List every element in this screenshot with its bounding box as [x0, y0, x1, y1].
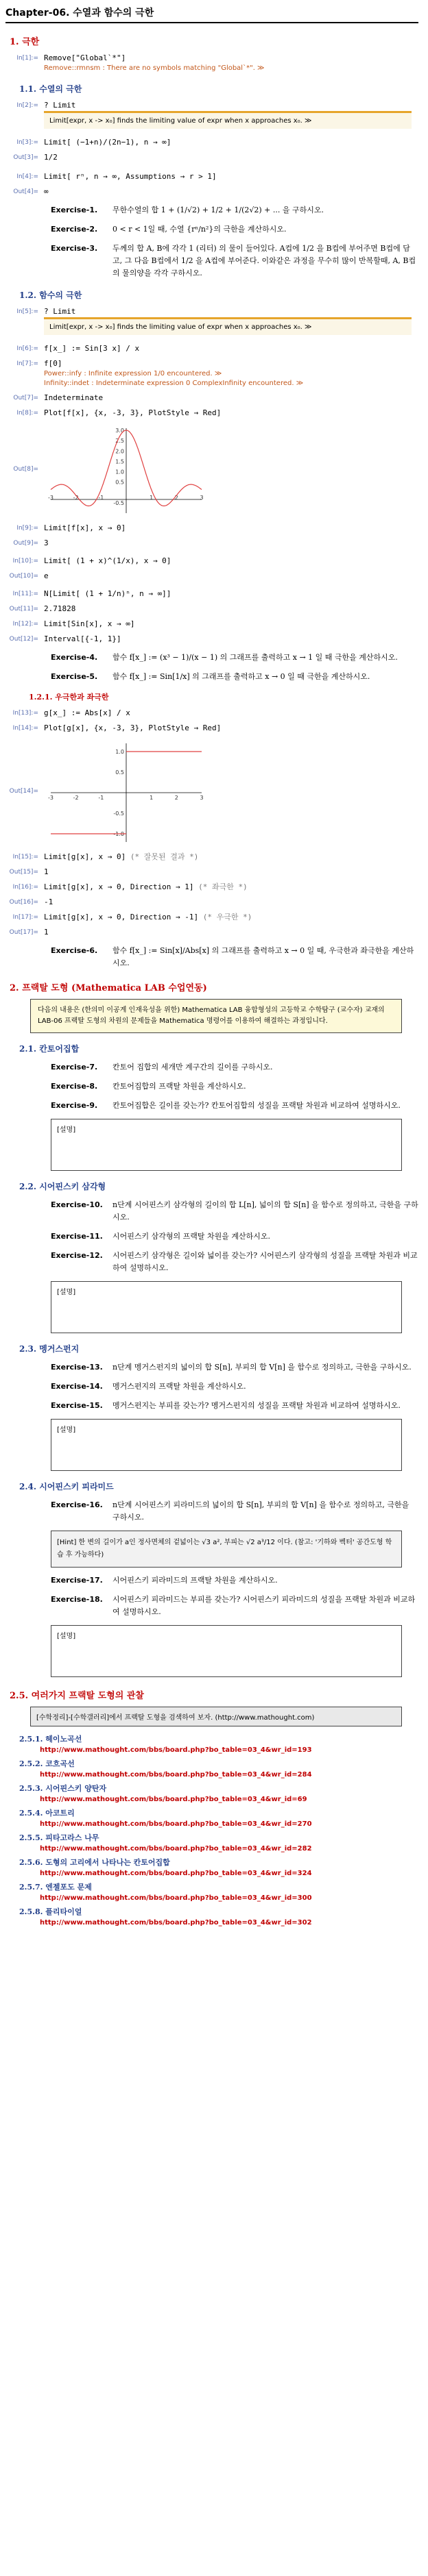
- cell-label: Out[12]=: [9, 636, 38, 643]
- cell-out16: [5, 897, 418, 908]
- link-url[interactable]: http://www.mathought.com/bbs/board.php?bo_table=03_4&wr_id=69: [40, 1796, 307, 1803]
- cell-code[interactable]: Limit[Sin[x], x → ∞]: [44, 619, 135, 628]
- x-tick-label: 1: [150, 795, 154, 801]
- cell-in2[interactable]: [5, 100, 418, 129]
- cell-comment: (* 잘못된 결과 *): [130, 852, 199, 861]
- cell-in6[interactable]: [5, 343, 418, 354]
- exercise-label: Exercise-1.: [51, 206, 98, 214]
- exercise-1: [51, 204, 418, 216]
- link-url[interactable]: http://www.mathought.com/bbs/board.php?bo_table=03_4&wr_id=193: [40, 1746, 312, 1754]
- x-tick-label: -2: [73, 494, 79, 501]
- exercise-12: [51, 1250, 418, 1274]
- cell-result: Interval[{-1, 1}]: [44, 634, 121, 643]
- exercise-17: [51, 1574, 418, 1587]
- usage-box: Limit[expr, x -> x₀] finds the limiting value of expr when x approaches x₀. ≫: [44, 111, 412, 129]
- cell-code[interactable]: g[x_] := Abs[x] / x: [44, 708, 130, 717]
- cell-label: Out[14]=: [9, 788, 38, 795]
- exercise-text: 함수 f[x_] := (x³ − 1)/(x − 1) 의 그래프를 출력하고 x → 1 일 때 극한을 계산하시오.: [112, 653, 398, 662]
- cell-out8: [5, 423, 418, 519]
- exercise-text: 함수 f[x_] := Sin[1/x] 의 그래프를 출력하고 x → 0 일 때 극한을 계산하시오.: [112, 672, 370, 681]
- exercise-6: [51, 945, 418, 969]
- answer-box[interactable]: [51, 1419, 402, 1471]
- section-2-4: 2.4. 시어핀스키 피라미드: [19, 1482, 114, 1491]
- cell-code[interactable]: Limit[ rⁿ, n → ∞, Assumptions → r > 1]: [44, 172, 217, 181]
- cell-in7[interactable]: [5, 358, 418, 388]
- cell-label: In[16]:=: [12, 884, 38, 891]
- cell-result: 1: [44, 867, 49, 876]
- cell-label: Out[16]=: [9, 899, 38, 906]
- exercise-label: Exercise-3.: [51, 244, 98, 253]
- exercise-label: Exercise-7.: [51, 1063, 98, 1072]
- exercise-label: Exercise-18.: [51, 1595, 103, 1604]
- y-tick-label: -0.5: [113, 499, 124, 506]
- cell-label: In[9]:=: [16, 525, 38, 532]
- cell-out10: [5, 571, 418, 582]
- answer-box[interactable]: [51, 1281, 402, 1333]
- section-2-3: 2.3. 멩거스펀지: [19, 1344, 80, 1354]
- cell-code[interactable]: Limit[g[x], x → 0]: [44, 852, 126, 861]
- exercise-13: [51, 1361, 418, 1374]
- exercise-8: [51, 1080, 418, 1093]
- y-tick-label: 1.0: [115, 749, 124, 755]
- exercise-label: Exercise-13.: [51, 1363, 103, 1372]
- cell-result: e: [44, 571, 49, 580]
- section-1-2: 1.2. 함수의 극한: [19, 290, 82, 300]
- cell-label: In[15]:=: [12, 854, 38, 860]
- y-tick-label: 0.5: [115, 769, 124, 776]
- exercise-label: Exercise-9.: [51, 1101, 98, 1110]
- link-url[interactable]: http://www.mathought.com/bbs/board.php?bo_table=03_4&wr_id=300: [40, 1894, 312, 1902]
- cell-label: In[2]:=: [16, 102, 38, 109]
- section-2-1: 2.1. 칸토어집합: [19, 1044, 80, 1054]
- x-tick-label: 1: [150, 494, 154, 501]
- link-url[interactable]: http://www.mathought.com/bbs/board.php?bo_table=03_4&wr_id=324: [40, 1870, 312, 1877]
- x-tick-label: -3: [48, 795, 54, 801]
- cell-label: In[12]:=: [12, 621, 38, 628]
- exercise-label: Exercise-15.: [51, 1401, 103, 1410]
- cell-in13[interactable]: [5, 708, 418, 719]
- link-title: 2.5.2. 코흐곡선: [19, 1759, 75, 1768]
- link-list: [5, 1733, 418, 1927]
- link-title: 2.5.4. 아코트리: [19, 1809, 75, 1818]
- cell-code[interactable]: f[0]: [44, 359, 62, 368]
- cell-in3[interactable]: [5, 137, 418, 148]
- cell-label: In[11]:=: [12, 591, 38, 597]
- cell-label: In[6]:=: [16, 345, 38, 352]
- link-url[interactable]: http://www.mathought.com/bbs/board.php?bo_table=03_4&wr_id=282: [40, 1845, 312, 1853]
- exercise-text: 멩거스펀지는 부피를 갖는가? 멩거스펀지의 성질을 프랙탈 차원과 비교하여 설명하시오.: [112, 1401, 401, 1410]
- answer-box[interactable]: [51, 1625, 402, 1677]
- cell-label: Out[11]=: [9, 606, 38, 612]
- exercise-text: 0 < r < 1일 때, 수열 {rⁿ/n²}의 극한을 계산하시오.: [112, 225, 287, 234]
- x-tick-label: -1: [98, 795, 104, 801]
- exercise-label: Exercise-16.: [51, 1500, 103, 1509]
- cell-label: Out[3]=: [13, 154, 38, 161]
- cell-code[interactable]: Limit[g[x], x → 0, Direction → -1]: [44, 913, 199, 921]
- x-tick-label: -3: [48, 494, 54, 501]
- y-tick-labels: [113, 428, 124, 506]
- cell-in17[interactable]: [5, 912, 418, 923]
- exercise-text: 무한수열의 합 1 + (1/√2) + 1/2 + 1/(2√2) + ... 을 구하시오.: [112, 206, 324, 214]
- section-2-2: 2.2. 시어핀스키 삼각형: [19, 1182, 106, 1191]
- link-title: 2.5.3. 시어핀스키 양탄자: [19, 1784, 107, 1793]
- link-item[interactable]: [19, 1881, 418, 1902]
- cell-out15: [5, 867, 418, 878]
- exercise-label: Exercise-14.: [51, 1382, 103, 1391]
- section-2: 2. 프랙탈 도형 (Mathematica LAB 수업연동): [10, 983, 207, 993]
- exercise-text: 멩거스펀지의 프랙탈 차원을 계산하시오.: [112, 1382, 246, 1391]
- cell-label: Out[8]=: [13, 466, 38, 473]
- exercise-4: [51, 652, 418, 664]
- cell-in1[interactable]: [5, 53, 418, 73]
- x-tick-labels: [48, 495, 204, 501]
- cell-out3: [5, 152, 418, 163]
- exercise-text: 시어핀스키 삼각형의 프랙탈 차원을 계산하시오.: [112, 1232, 271, 1241]
- cell-code[interactable]: Limit[f[x], x → 0]: [44, 523, 126, 532]
- cell-result: ∞: [44, 187, 49, 196]
- x-tick-label: -1: [98, 494, 104, 501]
- section-1: 1. 극한: [10, 37, 40, 47]
- exercise-16: [51, 1499, 418, 1524]
- answer-label: [설명]: [57, 1426, 76, 1434]
- cell-message: Remove::rmnsm : There are no symbols matching "Global`*". ≫: [44, 64, 265, 72]
- y-tick-label: 2.5: [115, 438, 124, 445]
- link-url[interactable]: http://www.mathought.com/bbs/board.php?bo_table=03_4&wr_id=284: [40, 1771, 312, 1779]
- exercise-label: Exercise-8.: [51, 1082, 98, 1091]
- y-tick-label: -0.5: [113, 810, 124, 817]
- plot-sinc: [44, 423, 209, 519]
- y-tick-labels: [113, 749, 124, 837]
- cell-in4[interactable]: [5, 171, 418, 182]
- exercise-label: Exercise-10.: [51, 1200, 103, 1209]
- y-tick-label: 1.5: [115, 458, 124, 465]
- cell-in12[interactable]: [5, 619, 418, 630]
- cell-result: 1/2: [44, 153, 58, 162]
- exercise-label: Exercise-5.: [51, 672, 98, 681]
- x-tick-label: 3: [200, 494, 204, 501]
- cell-result: 3: [44, 538, 49, 547]
- cell-label: In[7]:=: [16, 360, 38, 367]
- notice-box: 다음의 내용은 (한의미 이공계 인재육성을 위한) Mathematica LAB 융합형성의 고등학교 수학탐구 (교수자) 교재의 LAB-06 프랙탈 도형의 차원의 문제들을 Mathematica 명령어를 이용하여 해결하는 과정입니다.: [30, 999, 402, 1033]
- answer-label: [설명]: [57, 1633, 76, 1640]
- cell-code[interactable]: Limit[g[x], x → 0, Direction → 1]: [44, 882, 194, 891]
- y-tick-label: 0.5: [115, 479, 124, 486]
- exercise-5: [51, 671, 418, 683]
- link-url[interactable]: http://www.mathought.com/bbs/board.php?bo_table=03_4&wr_id=270: [40, 1820, 312, 1828]
- section-1-1: 1.1. 수열의 극한: [19, 84, 82, 94]
- exercise-label: Exercise-4.: [51, 653, 98, 662]
- cell-label: Out[10]=: [9, 573, 38, 580]
- exercise-18: [51, 1594, 418, 1618]
- cell-label: In[10]:=: [12, 558, 38, 565]
- link-item[interactable]: [19, 1906, 418, 1927]
- link-item[interactable]: [19, 1807, 418, 1828]
- cell-label: Out[9]=: [13, 540, 38, 547]
- cell-message: Infinity::indet : Indeterminate expression 0 ComplexInfinity encountered. ≫: [44, 380, 304, 387]
- observe-box: [수학정리]-[수학갤러리]에서 프랙탈 도형을 검색하여 보자. (http://www.mathought.com): [30, 1707, 402, 1726]
- exercise-text: 시어핀스키 삼각형은 길이와 넓이를 갖는가? 시어핀스키 삼각형의 성질을 프랙탈 차원과 비교하여 설명하시오.: [112, 1251, 418, 1272]
- cell-label: Out[15]=: [9, 869, 38, 876]
- link-title: 2.5.7. 엔젤포도 문제: [19, 1883, 92, 1892]
- exercise-text: 시어핀스키 피라미드의 프랙탈 차원을 계산하시오.: [112, 1576, 278, 1585]
- exercise-label: Exercise-17.: [51, 1576, 103, 1585]
- x-tick-label: -2: [73, 795, 79, 801]
- cell-code[interactable]: Limit[ (−1+n)/(2n−1), n → ∞]: [44, 138, 171, 147]
- cell-label: Out[17]=: [9, 929, 38, 936]
- cell-in5[interactable]: [5, 306, 418, 335]
- cell-code[interactable]: Plot[g[x], {x, -3, 3}, PlotStyle → Red]: [44, 723, 222, 732]
- exercise-11: [51, 1230, 418, 1243]
- cell-code[interactable]: Remove["Global`*"]: [44, 53, 126, 62]
- cell-comment: (* 우극한 *): [202, 913, 252, 921]
- link-title: 2.5.8. 플리타이얼: [19, 1907, 82, 1916]
- chapter-title: Chapter-06. 수열과 함수의 극한: [5, 8, 154, 18]
- usage-box: Limit[expr, x -> x₀] finds the limiting value of expr when x approaches x₀. ≫: [44, 317, 412, 335]
- cell-label: In[14]:=: [12, 725, 38, 732]
- exercise-label: Exercise-6.: [51, 946, 98, 955]
- exercise-text: 칸토어 집합의 세개만 계구간의 길이를 구하시오.: [112, 1063, 273, 1072]
- y-tick-label: 3.0: [115, 428, 124, 434]
- cell-label: In[3]:=: [16, 139, 38, 146]
- exercise-text: 함수 f[x_] := Sin[x]/Abs[x] 의 그래프를 출력하고 x → 0 일 때, 우극한과 좌극한을 계산하시오.: [112, 946, 414, 967]
- cell-out11: [5, 604, 418, 615]
- cell-label: Out[4]=: [13, 188, 38, 195]
- y-tick-label: -1.0: [113, 831, 124, 837]
- cell-message: Power::infy : Infinite expression 1/0 encountered. ≫: [44, 370, 222, 377]
- exercise-label: Exercise-12.: [51, 1251, 103, 1260]
- cell-in16[interactable]: [5, 882, 418, 893]
- exercise-2: [51, 223, 418, 236]
- exercise-text: 두께의 합 A, B에 각각 1 (리터) 의 물이 들어있다. A컵에 1/2 을 B컵에 부어주면 B컵에 담고, 그 다음 B컵에서 1/2 을 A컵에 부어준다. 이와같은 과정을 무수히 많이 반복할때, A, B컵의 물의양을 각각 구하시오.: [112, 244, 416, 277]
- link-item[interactable]: [19, 1758, 418, 1779]
- exercise-text: 칸토어집합의 프랙탈 차원을 계산하시오.: [112, 1082, 246, 1091]
- cell-label: Out[7]=: [13, 395, 38, 401]
- cell-out14: [5, 738, 418, 847]
- section-1-2-1: 1.2.1. 우극한과 좌극한: [29, 693, 109, 702]
- cell-in15[interactable]: [5, 852, 418, 863]
- x-tick-label: 2: [174, 494, 178, 501]
- cell-result: 1: [44, 928, 49, 937]
- x-tick-label: 2: [174, 795, 178, 801]
- hint-box: [Hint] 한 변의 길이가 a인 정사면체의 겉넓이는 √3 a², 부피는 √2 a³/12 이다. (참고: '기하와 벡터' 공간도형 학습 후 가능하다): [51, 1531, 402, 1568]
- cell-label: In[1]:=: [16, 55, 38, 62]
- cell-code[interactable]: Limit[ (1 + x)^(1/x), x → 0]: [44, 556, 171, 565]
- cell-result: 2.71828: [44, 604, 76, 613]
- link-item[interactable]: [19, 1857, 418, 1877]
- exercise-label: Exercise-2.: [51, 225, 98, 234]
- exercise-text: 시어핀스키 피라미드는 부피를 갖는가? 시어핀스키 피라미드의 성질을 프랙탈 차원과 비교하여 설명하시오.: [112, 1595, 416, 1616]
- answer-label: [설명]: [57, 1289, 76, 1296]
- link-url[interactable]: http://www.mathought.com/bbs/board.php?bo_table=03_4&wr_id=302: [40, 1919, 312, 1927]
- x-tick-labels: [48, 795, 204, 801]
- answer-box[interactable]: [51, 1119, 402, 1171]
- link-item[interactable]: [19, 1783, 418, 1803]
- y-tick-label: 1.0: [115, 469, 124, 475]
- x-tick-label: 3: [200, 795, 204, 801]
- link-item[interactable]: [19, 1733, 418, 1754]
- cell-result: -1: [44, 897, 54, 906]
- cell-result: Indeterminate: [44, 393, 104, 402]
- plot-sign: [44, 738, 209, 847]
- cell-code[interactable]: ? Limit: [44, 101, 76, 110]
- chapter-rule: [5, 22, 418, 23]
- exercise-text: n단계 멩거스펀지의 넓이의 합 S[n], 부피의 합 V[n] 을 함수로 정의하고, 극한을 구하시오.: [112, 1363, 412, 1372]
- cell-in9[interactable]: [5, 523, 418, 534]
- cell-code[interactable]: ? Limit: [44, 307, 76, 316]
- answer-label: [설명]: [57, 1126, 76, 1134]
- exercise-text: n단계 시어핀스키 삼각형의 길이의 합 L[n], 넓이의 합 S[n] 을 함수로 정의하고, 극한을 구하시오.: [112, 1200, 418, 1222]
- cell-label: In[5]:=: [16, 308, 38, 315]
- cell-out12: [5, 634, 418, 645]
- exercise-text: n단계 시어핀스키 피라미드의 넓이의 합 S[n], 부피의 합 V[n] 을 함수로 정의하고, 극한을 구하시오.: [112, 1500, 409, 1522]
- cell-out9: [5, 538, 418, 549]
- link-title: 2.5.6. 도형의 고리에서 나타나는 칸토어집합: [19, 1858, 170, 1867]
- cell-out17: [5, 927, 418, 938]
- cell-in10[interactable]: [5, 556, 418, 567]
- exercise-14: [51, 1380, 418, 1393]
- exercise-9: [51, 1100, 418, 1112]
- cell-out7: [5, 393, 418, 404]
- cell-code[interactable]: Plot[f[x], {x, -3, 3}, PlotStyle → Red]: [44, 408, 222, 417]
- exercise-label: Exercise-11.: [51, 1232, 103, 1241]
- link-title: 2.5.5. 피타고라스 나무: [19, 1833, 99, 1842]
- exercise-text: 칸토어집합은 길이를 갖는가? 칸토어집합의 성질을 프랙탈 차원과 비교하여 설명하시오.: [112, 1101, 401, 1110]
- exercise-7: [51, 1061, 418, 1074]
- cell-in8[interactable]: [5, 408, 418, 419]
- cell-code[interactable]: N[Limit[ (1 + 1/n)ⁿ, n → ∞]]: [44, 589, 171, 598]
- cell-label: In[4]:=: [16, 173, 38, 180]
- cell-comment: (* 좌극한 *): [198, 882, 248, 891]
- section-2-5: 2.5. 여러가지 프랙탈 도형의 관찰: [10, 1691, 144, 1701]
- cell-label: In[17]:=: [12, 914, 38, 921]
- cell-code[interactable]: f[x_] := Sin[3 x] / x: [44, 344, 140, 353]
- exercise-10: [51, 1199, 418, 1224]
- y-tick-label: 2.0: [115, 448, 124, 455]
- exercise-15: [51, 1400, 418, 1412]
- link-title: 2.5.1. 헤이노곡선: [19, 1735, 82, 1744]
- cell-label: In[13]:=: [12, 710, 38, 717]
- cell-in11[interactable]: [5, 589, 418, 599]
- cell-out4: [5, 186, 418, 197]
- cell-in14[interactable]: [5, 723, 418, 734]
- cell-label: In[8]:=: [16, 410, 38, 417]
- exercise-3: [51, 243, 418, 280]
- link-item[interactable]: [19, 1832, 418, 1853]
